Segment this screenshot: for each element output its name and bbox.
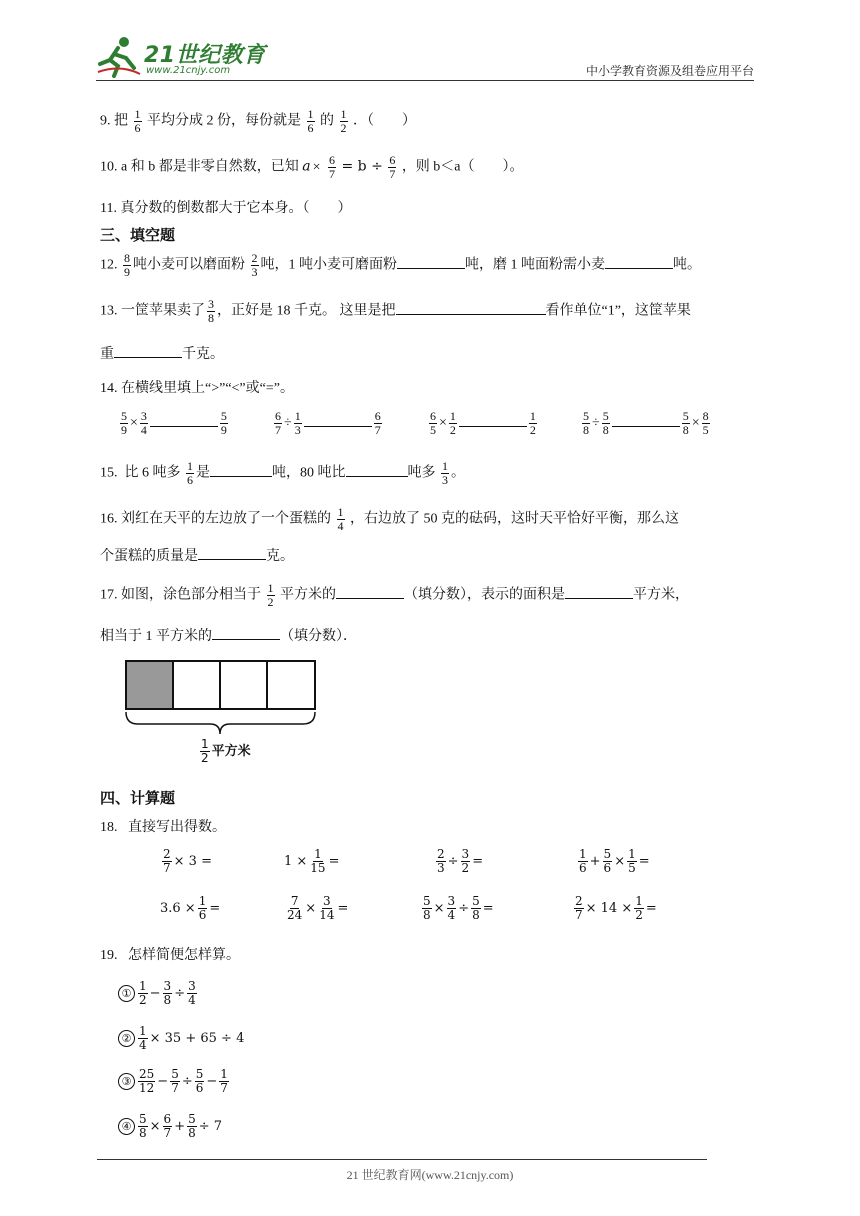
answer-blank[interactable] <box>346 462 408 477</box>
expr-8: $\frac{2}{7}$ × 14 × $\frac{1}{2}$ = <box>575 894 657 922</box>
simplify-4: ④ $\frac{5}{8}$ × $\frac{6}{7}$ + $\frac{5}{8}$ ÷ 7 <box>118 1113 222 1140</box>
compare-blank[interactable] <box>150 412 218 427</box>
simplify-3: ③ $\frac{25}{12}$ − $\frac{5}{7}$ ÷ $\frac{5}{6}$ − $\frac{1}{7}$ <box>118 1068 231 1095</box>
question-15: 15. 比 6 吨多 $\frac{1}{6}$ 是 吨，80 吨比 吨多 $\frac{1}{3}$ 。 <box>100 459 465 487</box>
question-19: 19. 怎样简便怎样算。 <box>100 948 240 963</box>
blank-cell <box>267 661 315 709</box>
figure-label: $\frac{1}{2}$ 平方米 <box>201 737 251 765</box>
platform-name: 中小学教育资源及组卷应用平台 <box>585 64 754 78</box>
answer-blank[interactable] <box>565 584 633 599</box>
blank-cell <box>173 661 220 709</box>
compare-blank[interactable] <box>304 412 372 427</box>
logo-text: 21世纪教育 <box>144 43 266 68</box>
footer-divider <box>97 1159 707 1160</box>
section-calculation: 四、计算题 <box>100 789 176 807</box>
simplify-1: ① $\frac{1}{2}$ − $\frac{3}{8}$ ÷ $\frac{3}{4}$ <box>118 980 199 1007</box>
question-10: 10. a 和 b 都是非零自然数，已知 a × $\frac{6}{7}$ = b ÷ $\frac{6}{7}$ ，则 b＜a（ ）。 <box>100 153 524 181</box>
expr-3: $\frac{2}{3}$ ÷ $\frac{3}{2}$ = <box>437 847 484 875</box>
expr-1: $\frac{2}{7}$ × 3 = <box>163 847 212 875</box>
answer-blank[interactable] <box>114 343 182 358</box>
compare-blank[interactable] <box>612 412 680 427</box>
question-11: 11. 真分数的倒数都大于它本身。（ ） <box>100 201 352 216</box>
footer-text: 21 世纪教育网(www.21cnjy.com) <box>346 1168 514 1182</box>
expr-6: $\frac{7}{24}$ × $\frac{3}{14}$ = <box>287 894 349 922</box>
logo-url: www.21cnjy.com <box>146 65 231 76</box>
section-fill-in: 三、填空题 <box>100 226 176 244</box>
question-13-cont: 重 千克。 <box>100 343 224 363</box>
compare-item-3: $\frac{6}{5}$ × $\frac{1}{2}$ $\frac{1}{2}$ <box>430 409 536 437</box>
question-17: 17. 如图，涂色部分相当于 $\frac{1}{2}$ 平方米的 （填分数），表示的面积是 平方米， <box>100 581 689 609</box>
simplify-2: ② $\frac{1}{4}$ × 35 + 65 ÷ 4 <box>118 1025 244 1052</box>
expr-2: 1 × $\frac{1}{15}$ = <box>284 847 340 875</box>
runner-logo-icon <box>96 34 142 78</box>
compare-item-2: $\frac{6}{7}$ ÷ $\frac{1}{3}$ $\frac{6}{7}$ <box>275 409 381 437</box>
question-14: 14. 在横线里填上“>”“<”或“=”。 <box>100 381 294 396</box>
brace <box>126 712 315 734</box>
expr-7: $\frac{5}{8}$ × $\frac{3}{4}$ ÷ $\frac{5}{8}$ = <box>423 894 494 922</box>
answer-blank[interactable] <box>198 545 266 560</box>
question-16: 16. 刘红在天平的左边放了一个蛋糕的 $\frac{1}{4}$ ，右边放了 50 克的砝码，这时天平恰好平衡，那么这 <box>100 505 679 533</box>
compare-item-1: $\frac{5}{9}$ × $\frac{3}{4}$ $\frac{5}{9}$ <box>121 409 227 437</box>
expr-5: 3.6 × $\frac{1}{6}$ = <box>160 894 221 922</box>
answer-blank[interactable] <box>212 625 280 640</box>
answer-blank[interactable] <box>336 584 404 599</box>
shaded-cell <box>126 661 173 709</box>
answer-blank[interactable] <box>396 300 546 315</box>
question-13: 13. 一筐苹果卖了 $\frac{3}{8}$ ，正好是 18 千克。 这里是把 看作单位“1”，这筐苹果 <box>100 297 691 325</box>
question-12: 12. $\frac{8}{9}$ 吨小麦可以磨面粉 $\frac{2}{3}$ 吨，1 吨小麦可磨面粉 吨，磨 1 吨面粉需小麦 吨。 <box>100 251 701 279</box>
blank-cell <box>220 661 267 709</box>
compare-blank[interactable] <box>459 412 527 427</box>
answer-blank[interactable] <box>397 254 465 269</box>
header-divider <box>96 80 754 81</box>
question-9: 9. 把 $\frac{1}{6}$ 平均分成 2 份，每份就是 $\frac{1}{6}$ 的 $\frac{1}{2}$ ．（ ） <box>100 107 416 135</box>
expr-4: $\frac{1}{6}$ + $\frac{5}{6}$ × $\frac{1}{5}$ = <box>579 847 650 875</box>
question-17-cont: 相当于 1 平方米的 （填分数）． <box>100 625 357 645</box>
question-16-cont: 个蛋糕的质量是 克。 <box>100 545 294 565</box>
site-logo <box>96 34 266 80</box>
compare-item-4: $\frac{5}{8}$ ÷ $\frac{5}{8}$ $\frac{5}{8}$ × $\frac{8}{5}$ <box>583 409 709 437</box>
answer-blank[interactable] <box>210 462 272 477</box>
answer-blank[interactable] <box>605 254 673 269</box>
question-18: 18. 直接写出得数。 <box>100 820 226 835</box>
